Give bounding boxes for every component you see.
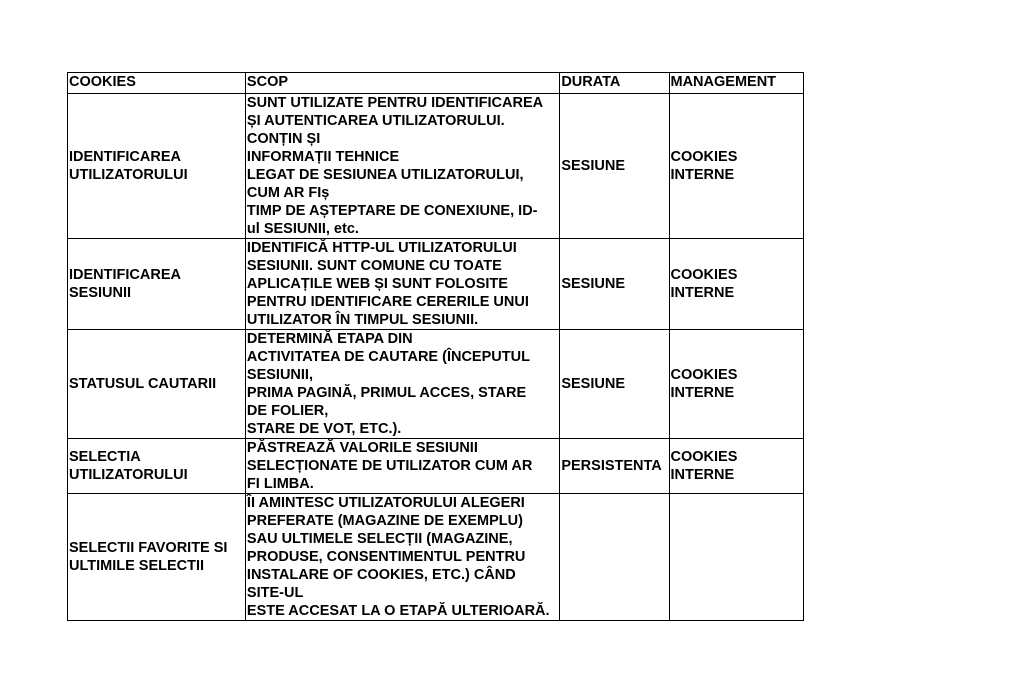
cell-cookies: SELECTII FAVORITE SI ULTIMILE SELECTII [68, 494, 246, 621]
table-row [68, 494, 804, 621]
table-row [68, 239, 804, 330]
cell-durata [560, 494, 669, 621]
cell-durata: SESIUNE [560, 239, 669, 330]
table-header-row [68, 73, 804, 94]
cell-management: COOKIES INTERNE [669, 94, 804, 239]
cell-management: COOKIES INTERNE [669, 439, 804, 494]
cell-durata: SESIUNE [560, 330, 669, 439]
table-row [68, 330, 804, 439]
table-row [68, 439, 804, 494]
table-row [68, 94, 804, 239]
cell-durata: SESIUNE [560, 94, 669, 239]
cell-scop: IDENTIFICĂ HTTP-UL UTILIZATORULUI SESIUNII. SUNT COMUNE CU TOATE APLICAȚILE WEB ȘI SUNT FOLOSITE PENTRU IDENTIFICARE CERERILE UNUI UTILIZATOR ÎN TIMPUL SESIUNII. [245, 239, 559, 330]
cell-cookies: IDENTIFICAREA SESIUNII [68, 239, 246, 330]
cell-cookies: STATUSUL CAUTARII [68, 330, 246, 439]
cell-management: COOKIES INTERNE [669, 330, 804, 439]
cell-management [669, 494, 804, 621]
cell-scop: SUNT UTILIZATE PENTRU IDENTIFICAREA ȘI AUTENTICAREA UTILIZATORULUI. CONȚIN ȘI INFORMAȚII TEHNICE LEGAT DE SESIUNEA UTILIZATORULUI, CUM AR FIș TIMP DE AȘTEPTARE DE CONEXIUNE, ID- ul SESIUNII, etc. [245, 94, 559, 239]
cell-cookies: IDENTIFICAREA UTILIZATORULUI [68, 94, 246, 239]
cell-management: COOKIES INTERNE [669, 239, 804, 330]
cell-cookies: SELECTIA UTILIZATORULUI [68, 439, 246, 494]
header-cookies: COOKIES [68, 73, 246, 94]
cell-scop: ÎI AMINTESC UTILIZATORULUI ALEGERI PREFERATE (MAGAZINE DE EXEMPLU) SAU ULTIMELE SELECȚII (MAGAZINE, PRODUSE, CONSENTIMENTUL PENTRU INSTALARE OF COOKIES, ETC.) CÂND SITE-UL ESTE ACCESAT LA O ETAPĂ ULTERIOARĂ. [245, 494, 559, 621]
cell-scop: DETERMINĂ ETAPA DIN ACTIVITATEA DE CAUTARE (ÎNCEPUTUL SESIUNII, PRIMA PAGINĂ, PRIMUL ACCES, STARE DE FOLIER, STARE DE VOT, ETC.). [245, 330, 559, 439]
cell-scop: PĂSTREAZĂ VALORILE SESIUNII SELECȚIONATE DE UTILIZATOR CUM AR FI LIMBA. [245, 439, 559, 494]
header-scop: SCOP [245, 73, 559, 94]
header-durata: DURATA [560, 73, 669, 94]
cookies-table [67, 72, 804, 621]
header-management: MANAGEMENT [669, 73, 804, 94]
cell-durata: PERSISTENTA [560, 439, 669, 494]
